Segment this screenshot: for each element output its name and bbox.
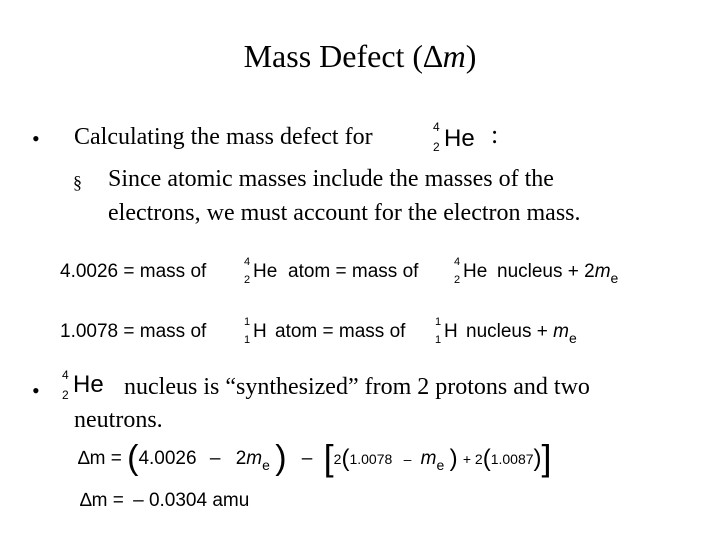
element-symbol: He xyxy=(463,261,488,282)
element-symbol: H xyxy=(444,321,458,342)
delta-symbol: ∆ xyxy=(423,38,443,74)
minus-sign: – xyxy=(403,451,412,467)
electron-subscript: e xyxy=(568,330,577,346)
calc-lhs: ∆m = xyxy=(78,448,122,469)
eq2-h-nuclide-nucleus xyxy=(435,316,465,352)
title-text: Mass Defect ( xyxy=(243,38,424,74)
mass-defect-result xyxy=(80,490,249,512)
bullet-marker-1: • xyxy=(32,126,40,151)
he-nuclide-1 xyxy=(433,120,483,160)
bullet2-line-2: neutrons. xyxy=(74,407,163,433)
electron-mass-m: m xyxy=(420,448,437,469)
he-nuclide-2 xyxy=(62,368,112,408)
electron-mass-m: m xyxy=(594,261,611,282)
equation-1 xyxy=(60,261,206,283)
mass-defect-calculation xyxy=(78,436,552,480)
bullet2-line-1: nucleus is “synthesized” from 2 protons and two xyxy=(124,374,590,400)
coefficient-two: 2 xyxy=(235,448,247,469)
close-paren: ) xyxy=(275,439,287,477)
bullet-marker-2: • xyxy=(32,378,40,403)
mass-number: 1 xyxy=(244,316,251,328)
sub-bullet-marker: § xyxy=(73,172,82,192)
atomic-number: 1 xyxy=(244,334,251,346)
eq2-h-nuclide-atom xyxy=(244,316,274,352)
close-paren: ) xyxy=(449,445,458,472)
electron-subscript: e xyxy=(610,270,619,286)
equation-2 xyxy=(60,321,206,343)
helium-mass-value: 4.0026 xyxy=(138,448,197,469)
atomic-number: 2 xyxy=(244,274,251,286)
electron-subscript: e xyxy=(436,457,445,473)
eq1-value: 4.0026 = mass of xyxy=(60,261,207,282)
colon: : xyxy=(491,120,499,149)
mass-number: 1 xyxy=(435,316,442,328)
close-paren: ) xyxy=(533,445,542,472)
eq2-tail xyxy=(466,321,577,346)
electron-mass-m: m xyxy=(246,448,263,469)
element-symbol: He xyxy=(444,125,475,152)
eq1-tail-text: nucleus + 2 xyxy=(497,261,595,282)
mass-number: 4 xyxy=(454,256,461,268)
eq2-mid: atom = mass of xyxy=(275,321,406,342)
element-symbol: He xyxy=(73,371,104,398)
coefficient-two: 2 xyxy=(333,451,342,467)
mass-number: 4 xyxy=(433,120,440,134)
open-paren: ( xyxy=(341,445,350,472)
sub-bullet-line-1: Since atomic masses include the masses of the xyxy=(108,166,554,192)
plus-two: + 2 xyxy=(462,451,483,467)
eq2-value: 1.0078 = mass of xyxy=(60,321,207,342)
minus-sign: – xyxy=(301,448,313,469)
eq1-he-nuclide-atom xyxy=(244,256,284,292)
close-bracket: ] xyxy=(541,437,552,478)
element-symbol: He xyxy=(253,261,278,282)
atomic-number: 2 xyxy=(62,388,69,402)
mass-number: 4 xyxy=(62,368,69,382)
result-value: – 0.0304 amu xyxy=(133,490,250,511)
result-lhs: ∆m = xyxy=(80,490,124,511)
page-title xyxy=(0,38,720,75)
eq1-tail xyxy=(497,261,618,286)
title-close: ) xyxy=(465,38,477,74)
electron-mass-m: m xyxy=(553,321,569,342)
open-bracket: [ xyxy=(323,437,334,478)
open-paren: ( xyxy=(482,445,491,472)
eq1-mid: atom = mass of xyxy=(288,261,419,282)
electron-subscript: e xyxy=(262,457,270,473)
open-paren: ( xyxy=(127,439,139,477)
bullet1-text: Calculating the mass defect for xyxy=(74,124,373,150)
eq1-he-nuclide-nucleus xyxy=(454,256,494,292)
eq2-tail-text: nucleus + xyxy=(466,321,548,342)
atomic-number: 2 xyxy=(433,140,440,154)
title-m: m xyxy=(442,38,466,74)
atomic-number: 2 xyxy=(454,274,461,286)
element-symbol: H xyxy=(253,321,267,342)
sub-bullet-line-2: electrons, we must account for the electron mass. xyxy=(108,200,581,226)
mass-number: 4 xyxy=(244,256,251,268)
minus-sign: – xyxy=(209,448,221,469)
hydrogen-mass-value: 1.0078 xyxy=(349,451,393,467)
neutron-mass-value: 1.0087 xyxy=(490,451,534,467)
atomic-number: 1 xyxy=(435,334,442,346)
